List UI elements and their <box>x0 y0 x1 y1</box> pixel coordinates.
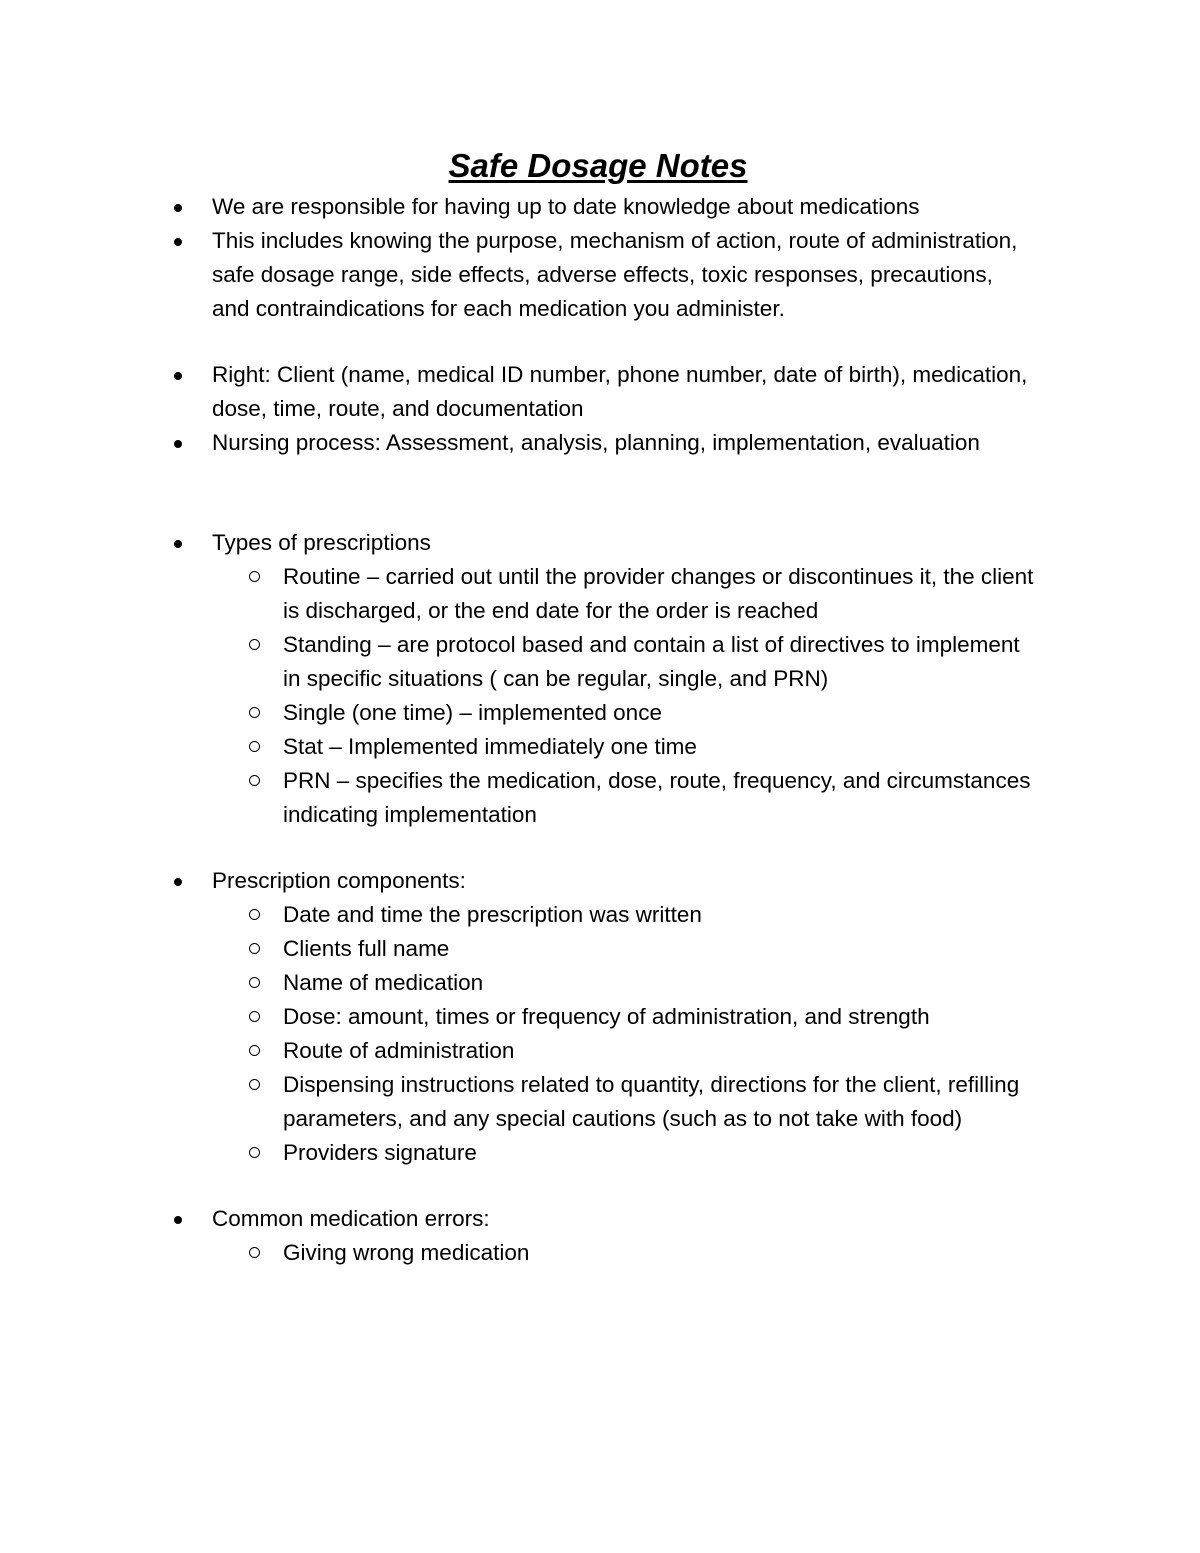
sublist-item <box>212 696 1043 730</box>
list-item-text: Types of prescriptions <box>212 530 431 555</box>
circle-bullet-icon <box>249 1247 260 1258</box>
bullet-icon <box>174 440 182 448</box>
list-item-text: Prescription components: <box>212 868 466 893</box>
bullet-icon <box>174 1216 182 1224</box>
list-item <box>0 526 1032 832</box>
list-item <box>0 426 1032 460</box>
sublist-item-text: Route of administration <box>283 1038 515 1063</box>
circle-bullet-icon <box>249 1079 260 1090</box>
sublist-item-text: Standing – are protocol based and contain a list of directives to implement in specific situations ( can be regular, single, and PRN) <box>283 632 1020 691</box>
list-item-text: We are responsible for having up to date knowledge about medications <box>212 194 920 219</box>
circle-bullet-icon <box>249 639 260 650</box>
list-item <box>0 1202 1032 1270</box>
sublist-prescription-types <box>212 560 1032 832</box>
list-item-text: This includes knowing the purpose, mechanism of action, route of administration, safe dosage range, side effects, adverse effects, toxic responses, precautions, and contraindications for each medication you administer. <box>212 228 1018 321</box>
sublist-item-text: Single (one time) – implemented once <box>283 700 662 725</box>
sublist-medication-errors <box>212 1236 1032 1270</box>
circle-bullet-icon <box>249 571 260 582</box>
page-title: Safe Dosage Notes <box>448 147 748 184</box>
sublist-item-text: Dispensing instructions related to quantity, directions for the client, refilling parameters, and any special cautions (such as to not take with food) <box>283 1072 1020 1131</box>
notes-list <box>0 190 1200 1270</box>
circle-bullet-icon <box>249 775 260 786</box>
sublist-item-text: Giving wrong medication <box>283 1240 530 1265</box>
sublist-item-text: Routine – carried out until the provider changes or discontinues it, the client is discharged, or the end date for the order is reached <box>283 564 1034 623</box>
sublist-item-text: Clients full name <box>283 936 450 961</box>
bullet-icon <box>174 238 182 246</box>
sublist-item-text: Providers signature <box>283 1140 477 1165</box>
circle-bullet-icon <box>249 1011 260 1022</box>
sublist-item-text: Date and time the prescription was written <box>283 902 702 927</box>
list-item <box>0 358 1032 426</box>
list-item-text: Common medication errors: <box>212 1206 490 1231</box>
sublist-item-text: Dose: amount, times or frequency of administration, and strength <box>283 1004 930 1029</box>
sublist-item-text: Name of medication <box>283 970 484 995</box>
list-item-text: Right: Client (name, medical ID number, phone number, date of birth), medication, dose, time, route, and documentation <box>212 362 1028 421</box>
sublist-item <box>212 730 1043 764</box>
circle-bullet-icon <box>249 1045 260 1056</box>
sublist-item <box>212 1000 1043 1034</box>
bullet-icon <box>174 204 182 212</box>
list-item <box>0 224 1032 326</box>
sublist-item <box>212 1236 1043 1270</box>
sublist-item <box>212 1068 1043 1136</box>
sublist-prescription-components <box>212 898 1032 1170</box>
sublist-item <box>212 932 1043 966</box>
bullet-icon <box>174 540 182 548</box>
bullet-icon <box>174 878 182 886</box>
circle-bullet-icon <box>249 707 260 718</box>
list-item <box>0 864 1032 1170</box>
sublist-item <box>212 1136 1043 1170</box>
sublist-item <box>212 764 1043 832</box>
circle-bullet-icon <box>249 1147 260 1158</box>
sublist-item <box>212 966 1043 1000</box>
circle-bullet-icon <box>249 977 260 988</box>
sublist-item <box>212 560 1043 628</box>
sublist-item <box>212 628 1043 696</box>
bullet-icon <box>174 372 182 380</box>
circle-bullet-icon <box>249 943 260 954</box>
sublist-item <box>212 1034 1043 1068</box>
list-item-text: Nursing process: Assessment, analysis, planning, implementation, evaluation <box>212 430 980 455</box>
list-item <box>0 190 1032 224</box>
sublist-item-text: PRN – specifies the medication, dose, route, frequency, and circumstances indicating implementation <box>283 768 1031 827</box>
sublist-item <box>212 898 1043 932</box>
circle-bullet-icon <box>249 741 260 752</box>
circle-bullet-icon <box>249 909 260 920</box>
sublist-item-text: Stat – Implemented immediately one time <box>283 734 697 759</box>
